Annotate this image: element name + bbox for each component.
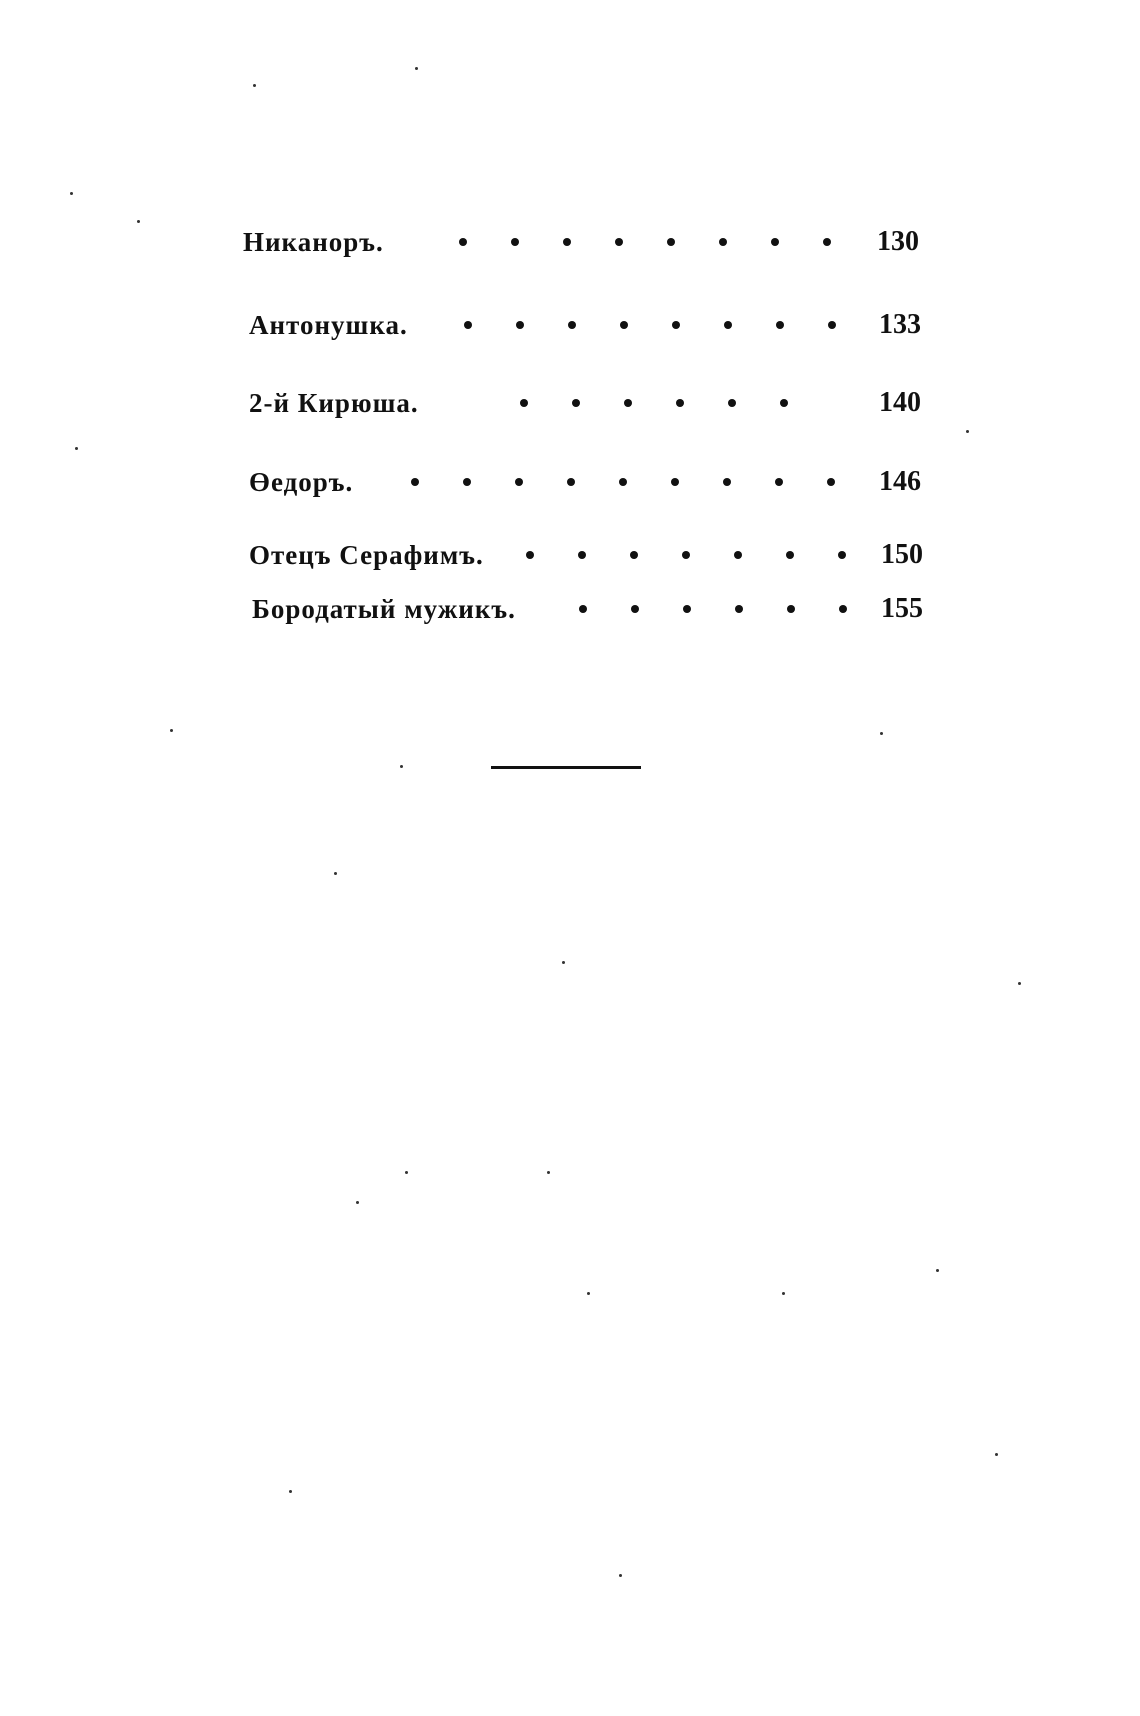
scan-speck <box>547 1171 550 1174</box>
scan-speck <box>966 430 969 433</box>
table-of-contents <box>0 0 1140 700</box>
scan-speck <box>1018 982 1021 985</box>
toc-entry-page: 150 <box>881 539 923 570</box>
toc-entry <box>249 533 949 577</box>
dot-leader <box>579 587 891 631</box>
dot-leader <box>464 303 880 347</box>
scan-speck <box>415 67 418 70</box>
toc-entry <box>249 460 949 504</box>
toc-entry <box>252 587 952 631</box>
toc-entry-title: 2-й Кирюша. <box>249 387 419 418</box>
dot-leader <box>526 533 890 577</box>
scan-speck <box>880 732 883 735</box>
scan-speck <box>75 447 78 450</box>
toc-entry <box>249 303 949 347</box>
scan-speck <box>562 961 565 964</box>
toc-entry-title: Бородатый мужикъ. <box>252 593 516 624</box>
toc-entry <box>243 220 943 264</box>
scan-speck <box>70 192 73 195</box>
scan-speck <box>356 1201 359 1204</box>
toc-entry-title: Отецъ Серафимъ. <box>249 539 484 570</box>
scan-speck <box>289 1490 292 1493</box>
toc-entry-page: 140 <box>879 387 921 418</box>
toc-entry-page: 155 <box>881 593 923 624</box>
dot-leader <box>411 460 879 504</box>
section-divider-rule <box>491 766 641 769</box>
toc-entry-title: Өедоръ. <box>249 466 354 497</box>
scan-speck <box>995 1453 998 1456</box>
toc-entry-page: 146 <box>879 466 921 497</box>
toc-entry-page: 133 <box>879 309 921 340</box>
toc-entry-title: Никаноръ. <box>243 226 384 257</box>
scan-speck <box>619 1574 622 1577</box>
scan-speck <box>405 1171 408 1174</box>
scan-speck <box>253 84 256 87</box>
scan-speck <box>587 1292 590 1295</box>
scan-speck <box>334 872 337 875</box>
toc-entry-title: Антонушка. <box>249 309 408 340</box>
scan-speck <box>137 220 140 223</box>
scan-speck <box>400 765 403 768</box>
scan-speck <box>170 729 173 732</box>
dot-leader <box>520 381 832 425</box>
dot-leader <box>459 220 875 264</box>
scan-speck <box>936 1269 939 1272</box>
toc-entry-page: 130 <box>877 226 919 257</box>
scan-speck <box>782 1292 785 1295</box>
toc-entry <box>249 381 949 425</box>
